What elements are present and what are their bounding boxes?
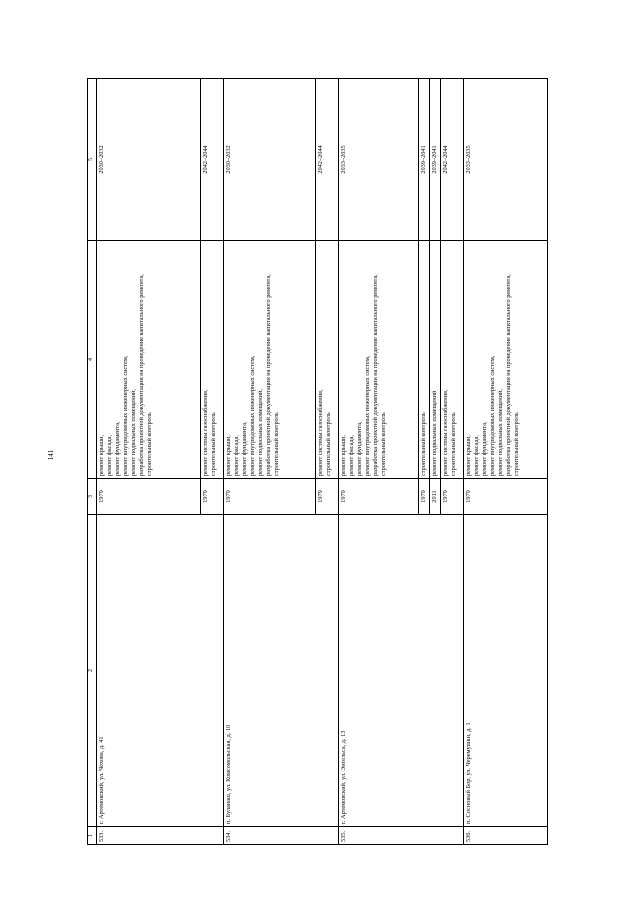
year-cell: 1979: [339, 479, 419, 515]
header-cell: 2: [88, 515, 97, 827]
work-types-cell: ремонт системы газоснабжения, строительный контроль: [201, 241, 224, 479]
work-types-cell: ремонт подвальных помещений: [430, 241, 441, 479]
year-cell: 1979: [201, 479, 224, 515]
year-cell: 1979: [464, 479, 548, 515]
work-types-cell: строительный контроль: [419, 241, 430, 479]
header-cell: 1: [88, 827, 97, 845]
address-cell: г. Артемовский, ул. Энгельса, д. 13: [339, 515, 464, 827]
period-cell: 2030–2032: [224, 79, 316, 241]
repair-schedule-table: [87, 78, 548, 845]
header-cell: 5: [88, 79, 97, 241]
period-cell: 2033–2035: [464, 79, 548, 241]
year-cell: 1979: [441, 479, 464, 515]
address-cell: п. Сосновый Бор, ул. Черемушки, д. 1: [464, 515, 548, 827]
period-cell: 2042–2044: [316, 79, 339, 241]
year-cell: 1979: [224, 479, 316, 515]
row-number-cell: 534.: [224, 827, 339, 845]
period-cell: 2030–2032: [97, 79, 201, 241]
table-row: [464, 79, 548, 845]
table-row: [224, 79, 316, 845]
work-types-cell: ремонт крыши, ремонт фасада, ремонт фундамента, ремонт внутридомовых инженерных систем, разработка проектной документации на проведение капитального ремонта, строительный контроль: [339, 241, 419, 479]
header-cell: 4: [88, 241, 97, 479]
work-types-cell: ремонт крыши, ремонт фасада, ремонт фундамента, ремонт внутридомовых инженерных систем, ремонт подвальных помещений, разработка проектной документации на проведение капитального ремонта, строительный контроль: [224, 241, 316, 479]
page-number: 141: [47, 449, 55, 461]
table-row: [339, 79, 419, 845]
work-types-cell: ремонт системы газоснабжения, строительный контроль: [316, 241, 339, 479]
row-number-cell: 533.: [97, 827, 224, 845]
year-cell: 1979: [97, 479, 201, 515]
year-cell: 1979: [419, 479, 430, 515]
period-cell: 2042–2044: [441, 79, 464, 241]
row-number-cell: 536.: [464, 827, 548, 845]
work-types-cell: ремонт системы газоснабжения, строительный контроль: [441, 241, 464, 479]
table-row: [97, 79, 201, 845]
table-body: [97, 79, 548, 845]
period-cell: 2033–2035: [339, 79, 419, 241]
period-cell: 2042–2044: [201, 79, 224, 241]
year-cell: 2011: [430, 479, 441, 515]
address-cell: п. Буланаш, ул. Комсомольская, д. 10: [224, 515, 339, 827]
period-cell: 2039–2041: [419, 79, 430, 241]
period-cell: 2039–2041: [430, 79, 441, 241]
header-cell: 3: [88, 479, 97, 515]
row-number-cell: 535.: [339, 827, 464, 845]
work-types-cell: ремонт крыши, ремонт фасада, ремонт фундамента, ремонт внутридомовых инженерных систем, ремонт подвальных помещений, разработка проектной документации на проведение капитального ремонта, строительный контроль: [464, 241, 548, 479]
address-cell: г. Артемовский, ул. Чехова, д. 41: [97, 515, 224, 827]
work-types-cell: ремонт крыши, ремонт фасада, ремонт фундамента, ремонт внутридомовых инженерных систем, ремонт подвальных помещений, разработка проектной документации на проведение капитального ремонта, строительный контроль: [97, 241, 201, 479]
document-page: [87, 79, 589, 845]
year-cell: 1979: [316, 479, 339, 515]
table-header-row: [88, 79, 97, 845]
